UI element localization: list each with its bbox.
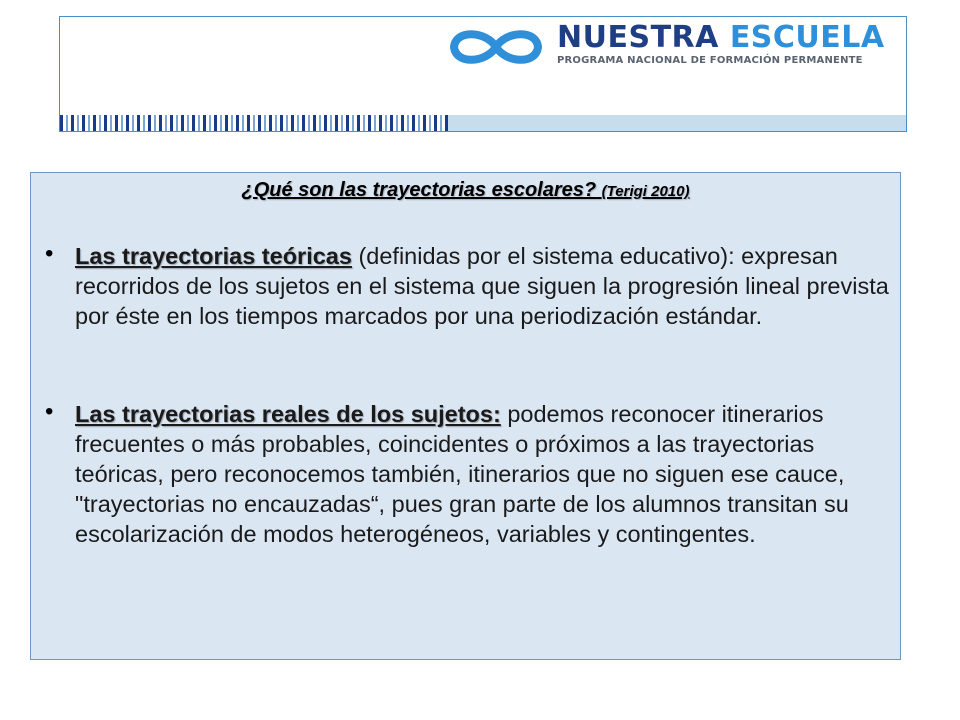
bullet-text: podemos reconocer itinerarios frecuentes o más probables, coincidentes o próximos a las trayectorias teóricas, pero reconocemos también, itinerarios que no siguen ese cauce, "trayectorias no encauzadas“, pues gran parte de los alumnos transitan su escolarización de modos heterogéneos, variables y contingentes. xyxy=(75,401,849,547)
logo-title xyxy=(557,20,885,56)
bullet-text: (definidas por el sistema educativo): expresan recorridos de los sujetos en el sistema que siguen la progresión lineal prevista por éste en los tiempos marcados por una periodización estándar. xyxy=(75,243,889,329)
bullet-term: Las trayectorias teóricas xyxy=(75,243,352,269)
logo-word-escuela: ESCUELA xyxy=(729,20,885,55)
logo-subtitle: PROGRAMA NACIONAL DE FORMACIÓN PERMANENTE xyxy=(557,55,863,66)
bullet-item xyxy=(45,241,890,331)
infinity-logo-icon xyxy=(446,21,546,73)
header-banner xyxy=(59,16,907,132)
bullet-list xyxy=(45,241,890,549)
slide-title xyxy=(31,179,900,202)
bullet-dot-icon: • xyxy=(45,240,54,267)
slide-title-text: ¿Qué son las trayectorias escolares? xyxy=(241,179,597,201)
bullet-dot-icon: • xyxy=(45,398,54,425)
bullet-item xyxy=(45,399,890,549)
logo-word-nuestra: NUESTRA xyxy=(557,20,719,55)
decorative-stripes xyxy=(60,115,448,131)
slide-title-reference: (Terigi 2010) xyxy=(601,183,690,200)
decorative-stripe-band xyxy=(60,115,906,131)
bullet-term: Las trayectorias reales de los sujetos: xyxy=(75,401,501,427)
content-box xyxy=(30,172,901,660)
